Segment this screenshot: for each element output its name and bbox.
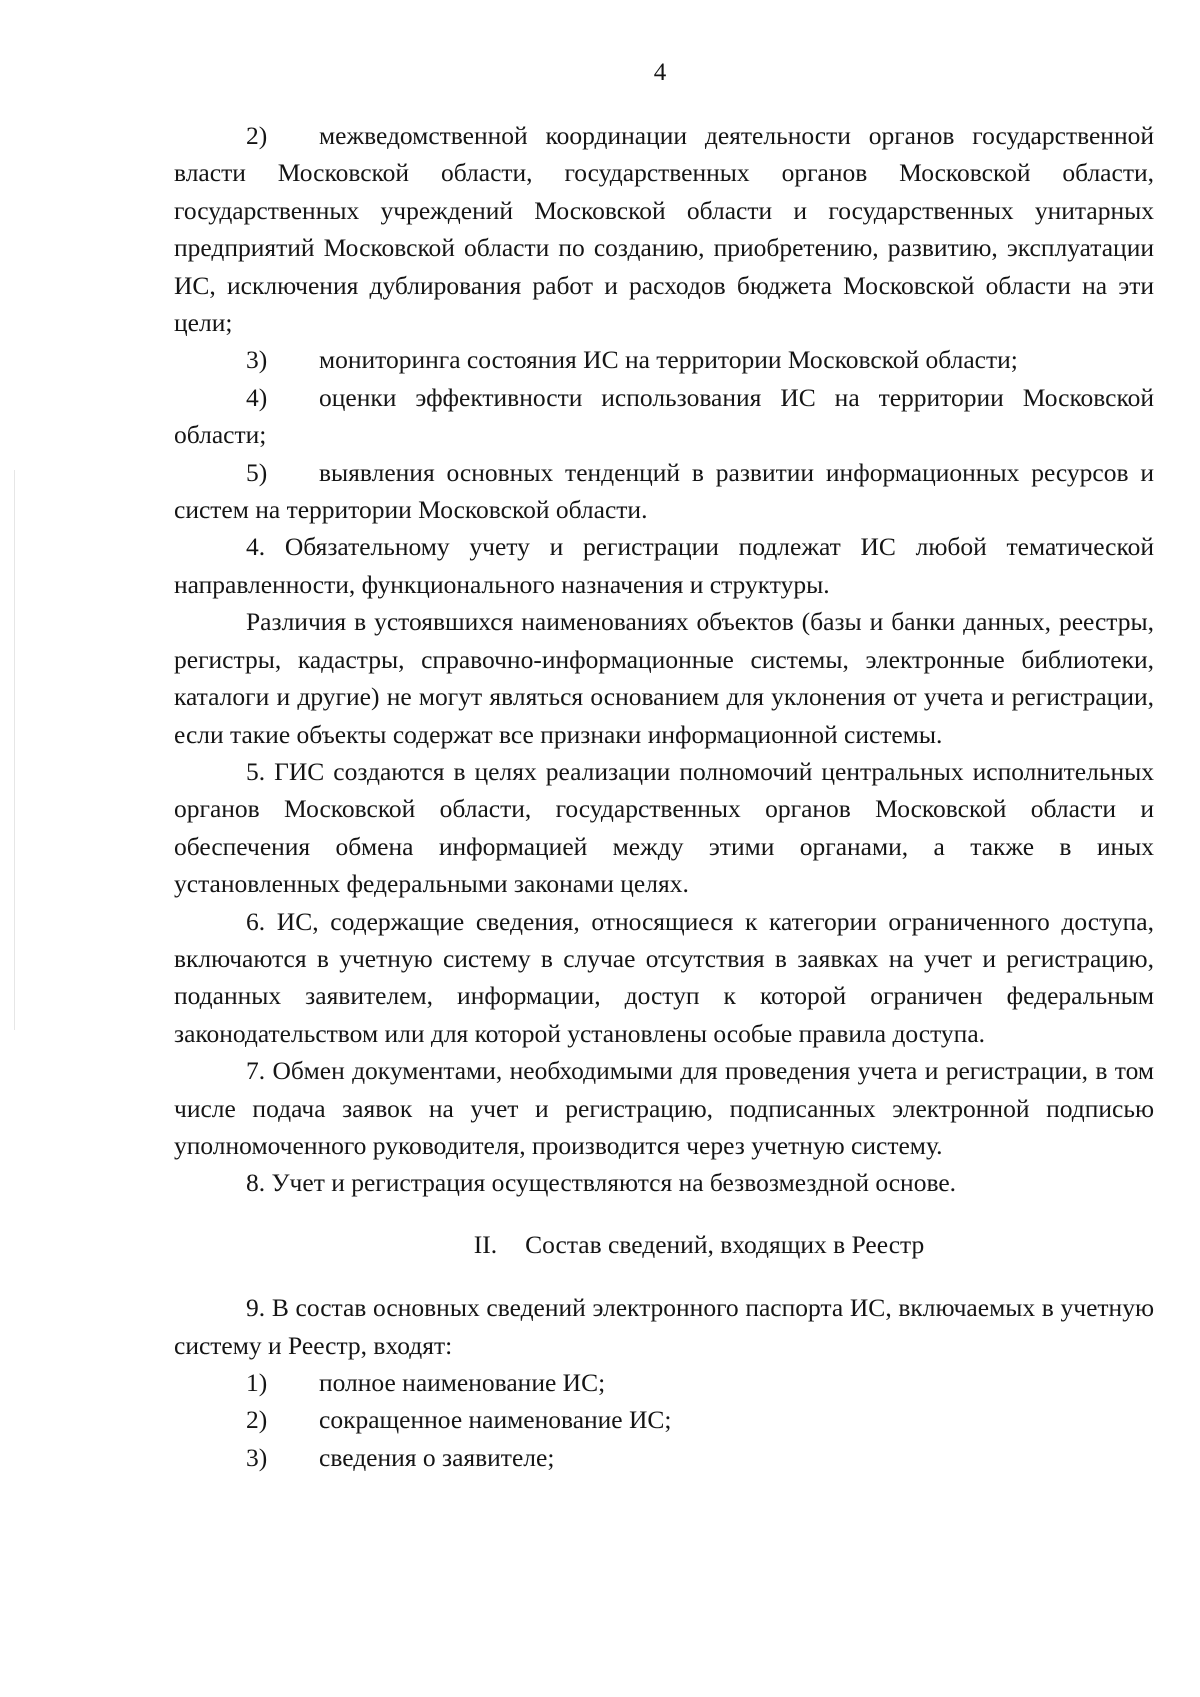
list-item-text: мониторинга состояния ИС на территории Московской области;: [319, 345, 1018, 375]
page-number: 4: [653, 59, 667, 86]
list-item-text: оценки эффективности использования ИС на территории Московской области;: [174, 382, 1154, 450]
paragraph-6: 6. ИС, содержащие сведения, относящиеся к категории ограниченного доступа, включаются в учетную систему в случае отсутствия в заявках на учет и регистрацию, поданных заявителем, информации, доступ к которой ограничен федеральным законодательством или для которой установлены особые правила доступа.: [174, 906, 1154, 1048]
paragraph-8: 8. Учет и регистрация осуществляются на безвозмездной основе.: [246, 1168, 957, 1198]
list-item-number: 3): [246, 1442, 268, 1472]
paragraph-5: 5. ГИС создаются в целях реализации полномочий центральных исполнительных органов Московской области, государственных органов Московской области и обеспечения обмена информацией между этими органами, а также в иных установленных федеральными законами целях.: [174, 756, 1154, 899]
paragraph-9: 9. В состав основных сведений электронного паспорта ИС, включаемых в учетную систему и Реестр, входят:: [174, 1293, 1154, 1360]
section-title: Состав сведений, входящих в Реестр: [525, 1229, 925, 1259]
list-item-text: полное наименование ИС;: [319, 1368, 606, 1397]
list-item-text: выявления основных тенденций в развитии информационных ресурсов и систем на территории Московской области.: [174, 457, 1154, 525]
list-item-text: межведомственной координации деятельности органов государственной власти Московской области, государственных органов Московской области, государственных учреждений Московской области и государственных унитарных предприятий Московской области по созданию, приобретению, развитию, эксплуатации ИС, исключения дублирования работ и расходов бюджета Московской области на эти цели;: [174, 121, 1154, 338]
list-item-number: 2): [246, 121, 268, 150]
list-item-number: 3): [246, 345, 268, 375]
paragraph-4: 4. Обязательному учету и регистрации подлежат ИС любой тематической направленности, функционального назначения и структуры.: [174, 532, 1154, 599]
list-item-number: 2): [246, 1405, 268, 1435]
list-item: [174, 117, 1154, 341]
section-heading: [174, 1226, 1154, 1263]
list-item-text: сокращенное наименование ИС;: [319, 1405, 672, 1435]
list-item: [174, 341, 1154, 378]
list-item: [174, 454, 1154, 529]
scan-edge-mark: [14, 470, 15, 1030]
list-item-number: 5): [246, 457, 268, 487]
list-item-number: 4): [246, 382, 268, 412]
list-item: [174, 1439, 1154, 1476]
list-item-number: 1): [246, 1368, 268, 1397]
document-body: [174, 117, 1154, 1476]
paragraph-4-continued: Различия в устоявшихся наименованиях объектов (базы и банки данных, реестры, регистры, кадастры, справочно-информационные системы, электронные библиотеки, каталоги и другие) не могут являться основанием для уклонения от учета и регистрации, если такие объекты содержат все признаки информационной системы.: [174, 607, 1154, 749]
paragraph-7: 7. Обмен документами, необходимыми для проведения учета и регистрации, в том числе подача заявок на учет и регистрацию, подписанных электронной подписью уполномоченного руководителя, производится через учетную систему.: [174, 1056, 1154, 1160]
list-item: [174, 379, 1154, 454]
list-item: [174, 1364, 1154, 1401]
list-item-text: сведения о заявителе;: [319, 1442, 555, 1472]
list-item: [174, 1401, 1154, 1438]
section-number: II.: [473, 1229, 498, 1259]
